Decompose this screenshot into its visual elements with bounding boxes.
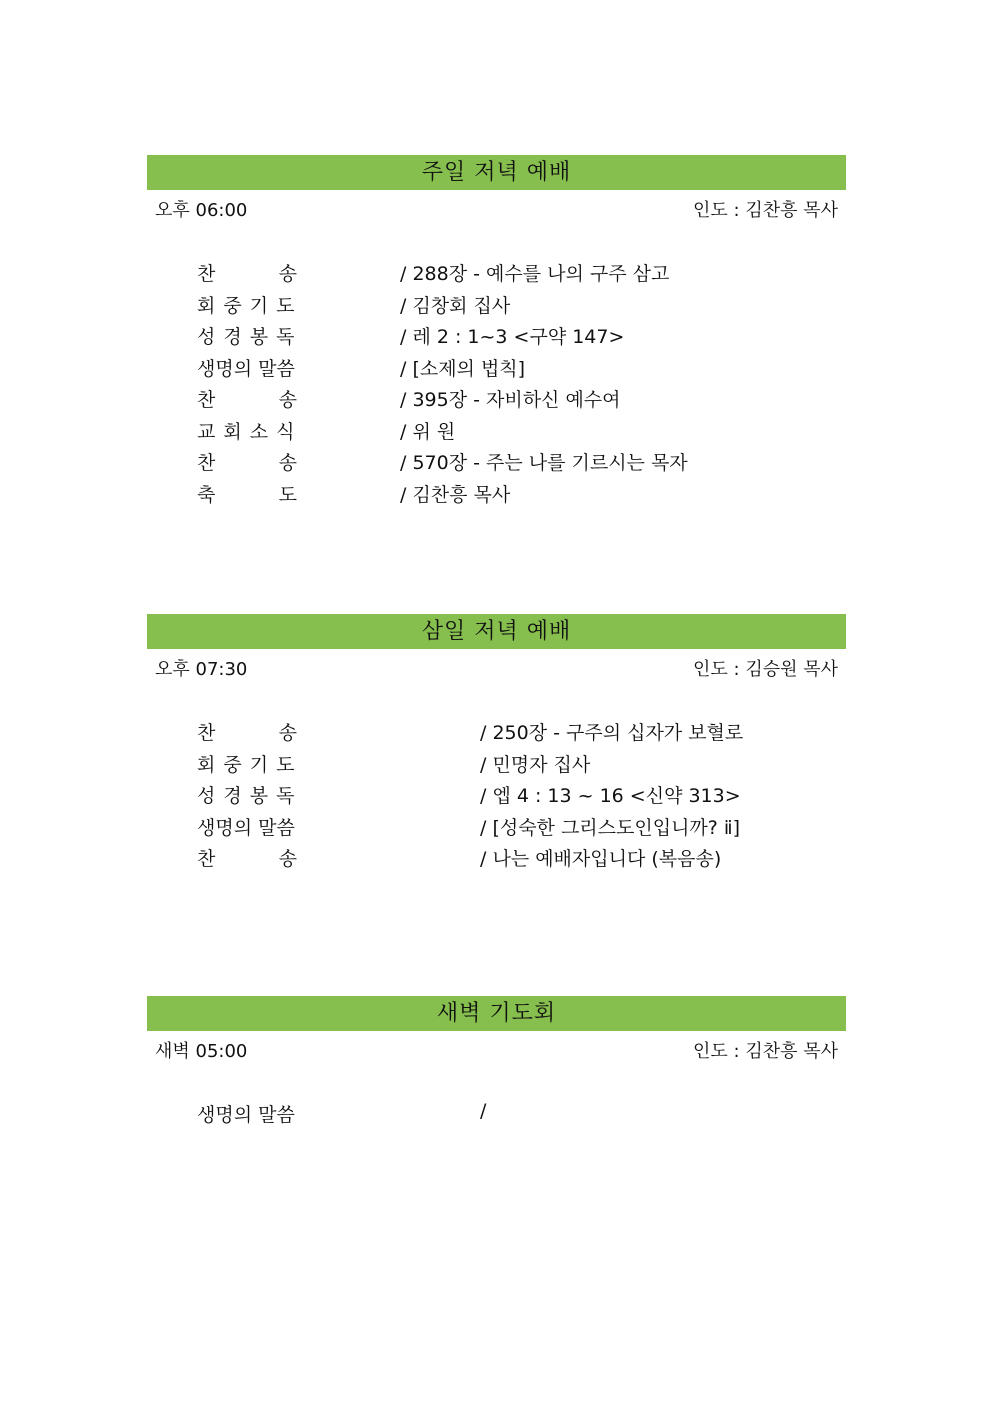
order-value: / 엡 4 : 13 ~ 16 <신약 313>: [480, 785, 741, 807]
order-value: / [성숙한 그리스도인입니까? ⅱ]: [480, 816, 741, 839]
order-value: / 위 원: [400, 420, 456, 443]
order-label: 생명의 말씀: [197, 816, 295, 839]
order-label: 생명의 말씀: [197, 357, 295, 380]
service-section-dawn-prayer: [147, 996, 846, 1126]
order-label: 찬 송: [197, 263, 297, 285]
order-label: 성 경 봉 독: [197, 785, 296, 807]
service-time: 새벽 05:00: [155, 1041, 248, 1062]
order-value: /: [480, 1100, 487, 1122]
order-label: 찬 송: [197, 389, 297, 411]
order-value: / [소제의 법칙]: [400, 357, 526, 380]
service-section-wednesday-evening: [147, 614, 846, 870]
order-value: / 288장 - 예수를 나의 구주 삼고: [400, 263, 670, 285]
section-title: 삼일 저녁 예배: [147, 614, 846, 649]
service-time: 오후 07:30: [155, 659, 248, 680]
order-label: 성 경 봉 독: [197, 326, 296, 348]
service-meta: [147, 1031, 846, 1065]
order-value: / 레 2 : 1~3 <구약 147>: [400, 326, 625, 348]
section-title: 새벽 기도회: [147, 996, 846, 1031]
order-label: 회 중 기 도: [197, 294, 296, 317]
order-value: / 395장 - 자비하신 예수여: [400, 389, 621, 411]
order-value: / 김창회 집사: [400, 294, 511, 317]
order-value: / 민명자 집사: [480, 753, 591, 776]
section-title: 주일 저녁 예배: [147, 155, 846, 190]
service-section-sunday-evening: [147, 155, 846, 506]
order-label: 회 중 기 도: [197, 753, 296, 776]
order-value: / 나는 예배자입니다 (복음송): [480, 848, 722, 870]
service-leader: 인도 : 김찬흥 목사: [693, 200, 838, 221]
service-time: 오후 06:00: [155, 200, 248, 221]
service-meta: [147, 649, 846, 683]
order-value: / 김찬흥 목사: [400, 483, 511, 506]
order-label: 축 도: [197, 483, 297, 506]
service-meta: [147, 190, 846, 224]
order-label: 교 회 소 식: [197, 420, 296, 443]
order-label: 찬 송: [197, 848, 297, 870]
order-value: / 570장 - 주는 나를 기르시는 목자: [400, 452, 688, 474]
service-leader: 인도 : 김찬흥 목사: [693, 1041, 838, 1062]
order-label: 찬 송: [197, 722, 297, 744]
order-label: 생명의 말씀: [197, 1104, 295, 1126]
order-label: 찬 송: [197, 452, 297, 474]
service-leader: 인도 : 김승원 목사: [693, 659, 838, 680]
order-value: / 250장 - 구주의 십자가 보혈로: [480, 722, 744, 744]
